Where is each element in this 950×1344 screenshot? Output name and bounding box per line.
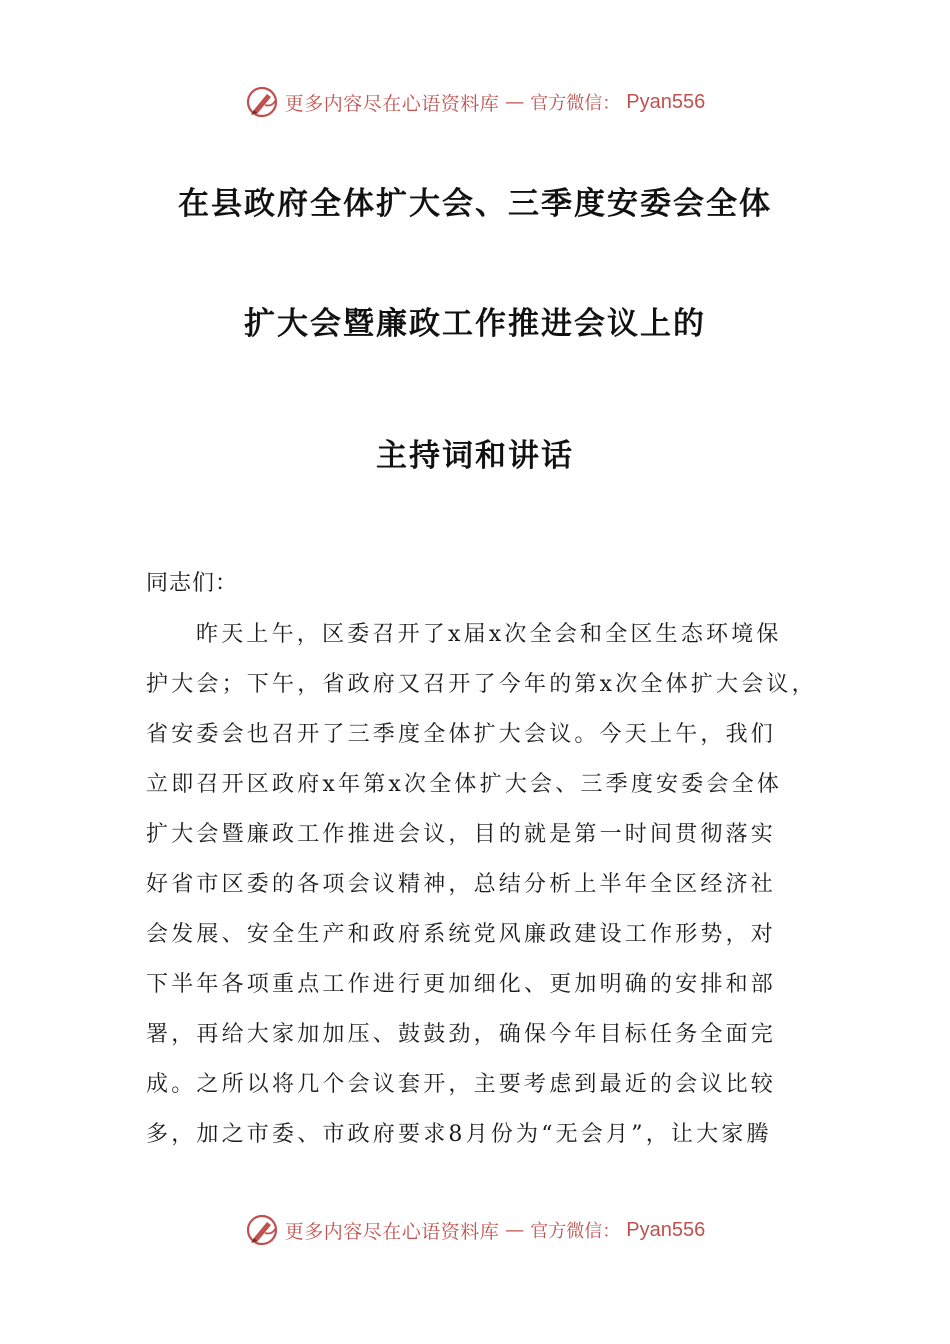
banner-wechat-id: Pyan556 [626, 1218, 706, 1241]
body-line: 会发展、安全生产和政府系统党风廉政建设工作形势，对 [146, 922, 777, 947]
body-line: 护大会；下午，省政府又召开了今年的第x次全体扩大会议， [146, 672, 817, 697]
body-line: 多，加之市委、市政府要求8月份为“无会月”，让大家腾 [146, 1122, 772, 1147]
pen-circle-logo-icon [245, 85, 279, 119]
salutation: 同志们： [146, 571, 239, 596]
body-line: 昨天上午，区委召开了x届x次全会和全区生态环境保 [196, 622, 782, 647]
banner-dash: — [505, 91, 525, 113]
body-line: 扩大会暨廉政工作推进会议，目的就是第一时间贯彻落实 [146, 822, 777, 847]
document-title-line-1: 在县政府全体扩大会、三季度安委会全体 [178, 186, 772, 222]
body-line: 省安委会也召开了三季度全体扩大会议。今天上午，我们 [146, 722, 777, 747]
header-banner [0, 82, 950, 122]
banner-brand-text: 更多内容尽在心语资料库 [284, 92, 500, 115]
body-line: 立即召开区政府x年第x次全体扩大会、三季度安委会全体 [146, 772, 783, 797]
banner-wechat-id: Pyan556 [626, 90, 706, 113]
body-line: 署，再给大家加加压、鼓鼓劲，确保今年目标任务全面完 [146, 1022, 777, 1047]
banner-wechat-label: 官方微信： [530, 1221, 621, 1242]
banner-wechat-label: 官方微信： [530, 93, 621, 114]
document-title-line-2: 扩大会暨廉政工作推进会议上的 [244, 306, 706, 342]
banner-dash: — [505, 1219, 525, 1241]
body-line: 下半年各项重点工作进行更加细化、更加明确的安排和部 [146, 972, 777, 997]
footer-banner [0, 1210, 950, 1250]
document-title-line-3: 主持词和讲话 [376, 438, 574, 474]
body-line: 成。之所以将几个会议套开，主要考虑到最近的会议比较 [146, 1072, 777, 1097]
banner-brand-text: 更多内容尽在心语资料库 [284, 1220, 500, 1243]
body-line: 好省市区委的各项会议精神，总结分析上半年全区经济社 [146, 872, 777, 897]
pen-circle-logo-icon [245, 1213, 279, 1247]
